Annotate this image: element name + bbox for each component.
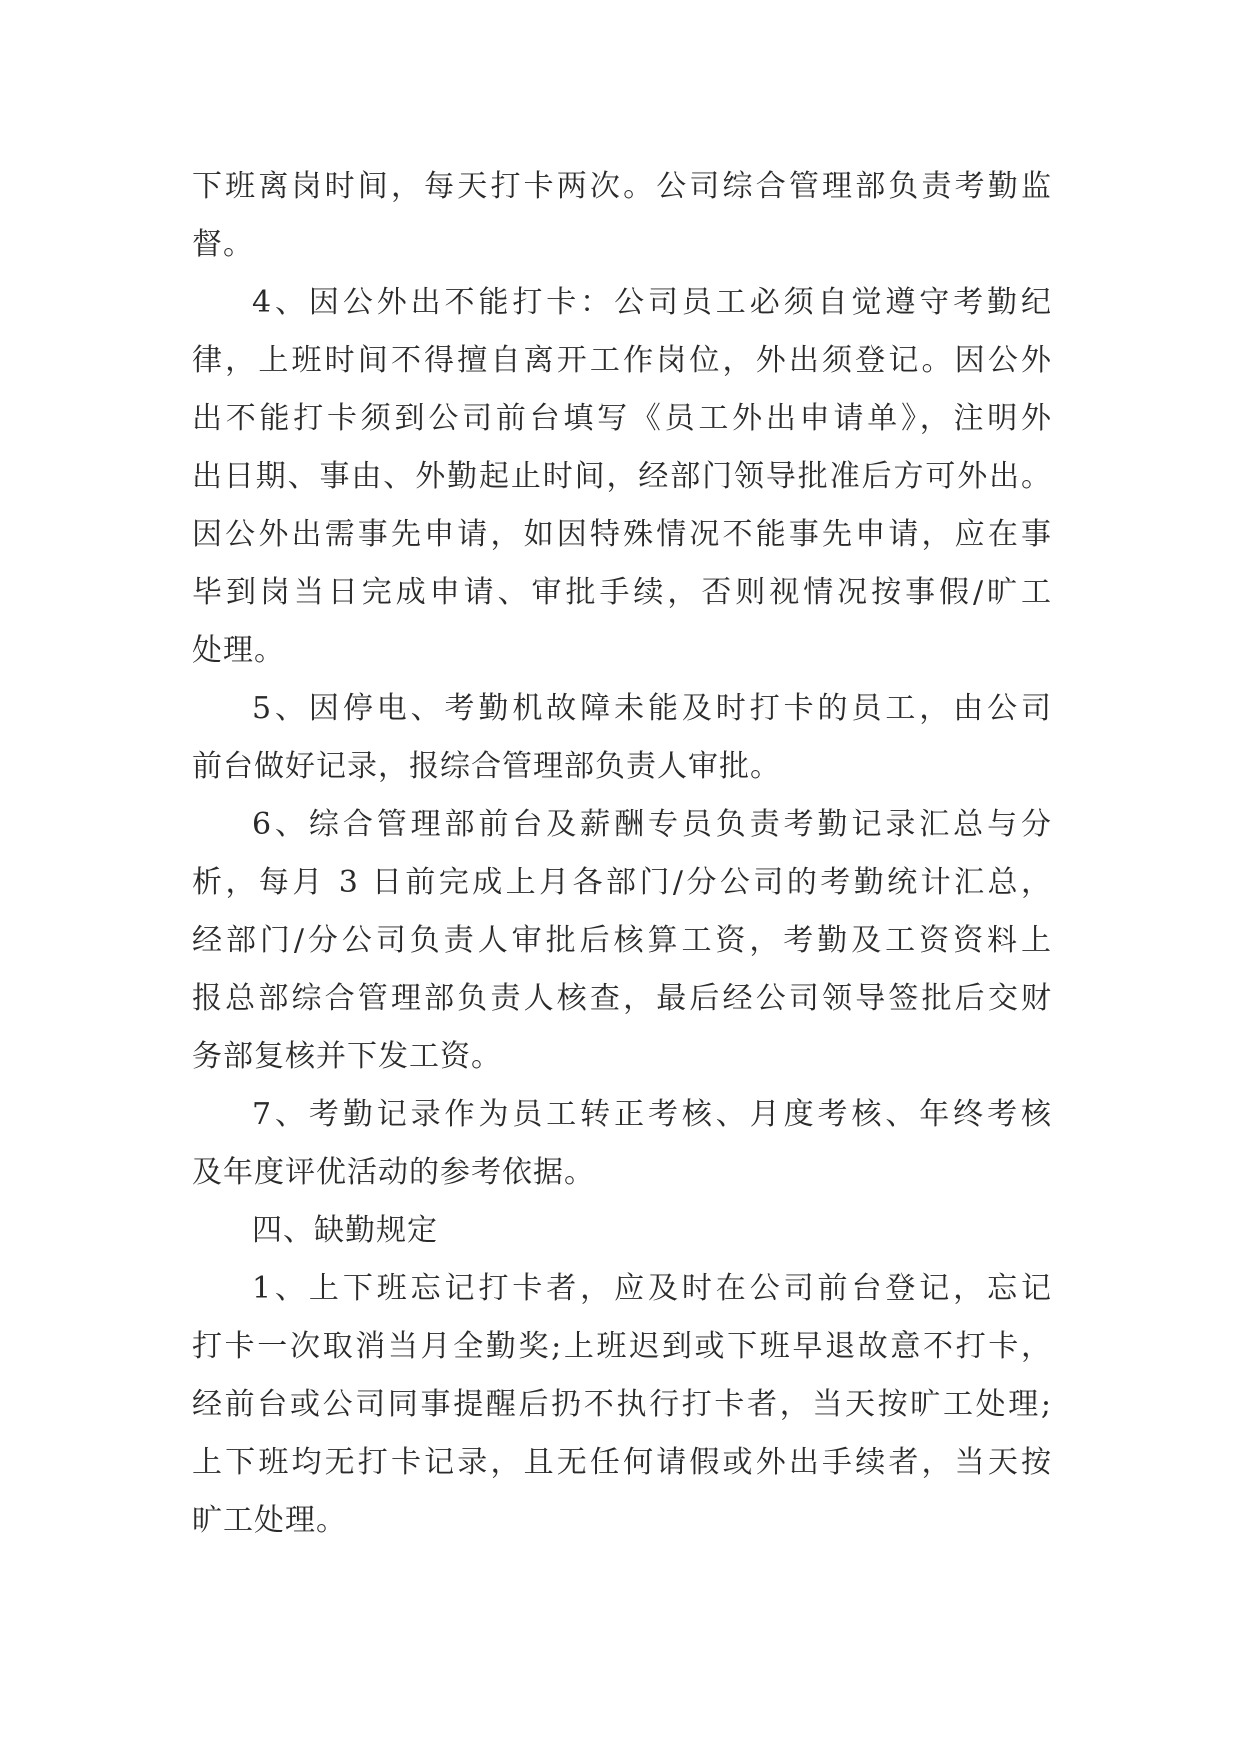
- text-line: 前台做好记录，报综合管理部负责人审批。: [192, 749, 781, 784]
- paragraph-item-7: [192, 1086, 1052, 1202]
- text-line: 上下班均无打卡记录，且无任何请假或外出手续者，当天按: [192, 1445, 1052, 1480]
- text-line: 督。: [192, 227, 254, 262]
- paragraph-absence-item-1: [192, 1260, 1052, 1550]
- text-line: 经前台或公司同事提醒后扔不执行打卡者，当天按旷工处理;: [192, 1387, 1052, 1422]
- section-heading-absence-rules: [192, 1202, 1052, 1260]
- text-line: 律，上班时间不得擅自离开工作岗位，外出须登记。因公外: [192, 343, 1052, 378]
- paragraph-item-6: [192, 796, 1052, 1086]
- paragraph-item-5: [192, 680, 1052, 796]
- text-line: 析，每月 3 日前完成上月各部门/分公司的考勤统计汇总，: [192, 865, 1052, 900]
- text-line: 及年度评优活动的参考依据。: [192, 1155, 595, 1190]
- text-line: 毕到岗当日完成申请、审批手续，否则视情况按事假/旷工: [192, 575, 1052, 610]
- text-line: 因公外出需事先申请，如因特殊情况不能事先申请，应在事: [192, 517, 1052, 552]
- text-line: 报总部综合管理部负责人核查，最后经公司领导签批后交财: [192, 981, 1052, 1016]
- paragraph-attendance-supervision: [192, 158, 1052, 274]
- text-line: 旷工处理。: [192, 1503, 347, 1538]
- document-body: [192, 158, 1052, 1550]
- text-line: 处理。: [192, 633, 285, 668]
- text-line: 1、上下班忘记打卡者，应及时在公司前台登记，忘记: [252, 1271, 1052, 1306]
- text-line: 出不能打卡须到公司前台填写《员工外出申请单》，注明外: [192, 401, 1052, 436]
- section-heading: 四、缺勤规定: [252, 1213, 438, 1248]
- text-line: 6、综合管理部前台及薪酬专员负责考勤记录汇总与分: [252, 807, 1052, 842]
- paragraph-item-4: [192, 274, 1052, 680]
- text-line: 4、因公外出不能打卡：公司员工必须自觉遵守考勤纪: [252, 285, 1052, 320]
- text-line: 出日期、事由、外勤起止时间，经部门领导批准后方可外出。: [192, 459, 1052, 494]
- text-line: 7、考勤记录作为员工转正考核、月度考核、年终考核: [252, 1097, 1052, 1132]
- text-line: 5、因停电、考勤机故障未能及时打卡的员工，由公司: [252, 691, 1052, 726]
- text-line: 经部门/分公司负责人审批后核算工资，考勤及工资资料上: [192, 923, 1052, 958]
- text-line: 务部复核并下发工资。: [192, 1039, 502, 1074]
- text-line: 下班离岗时间，每天打卡两次。公司综合管理部负责考勤监: [192, 169, 1052, 204]
- text-line: 打卡一次取消当月全勤奖;上班迟到或下班早退故意不打卡，: [192, 1329, 1052, 1364]
